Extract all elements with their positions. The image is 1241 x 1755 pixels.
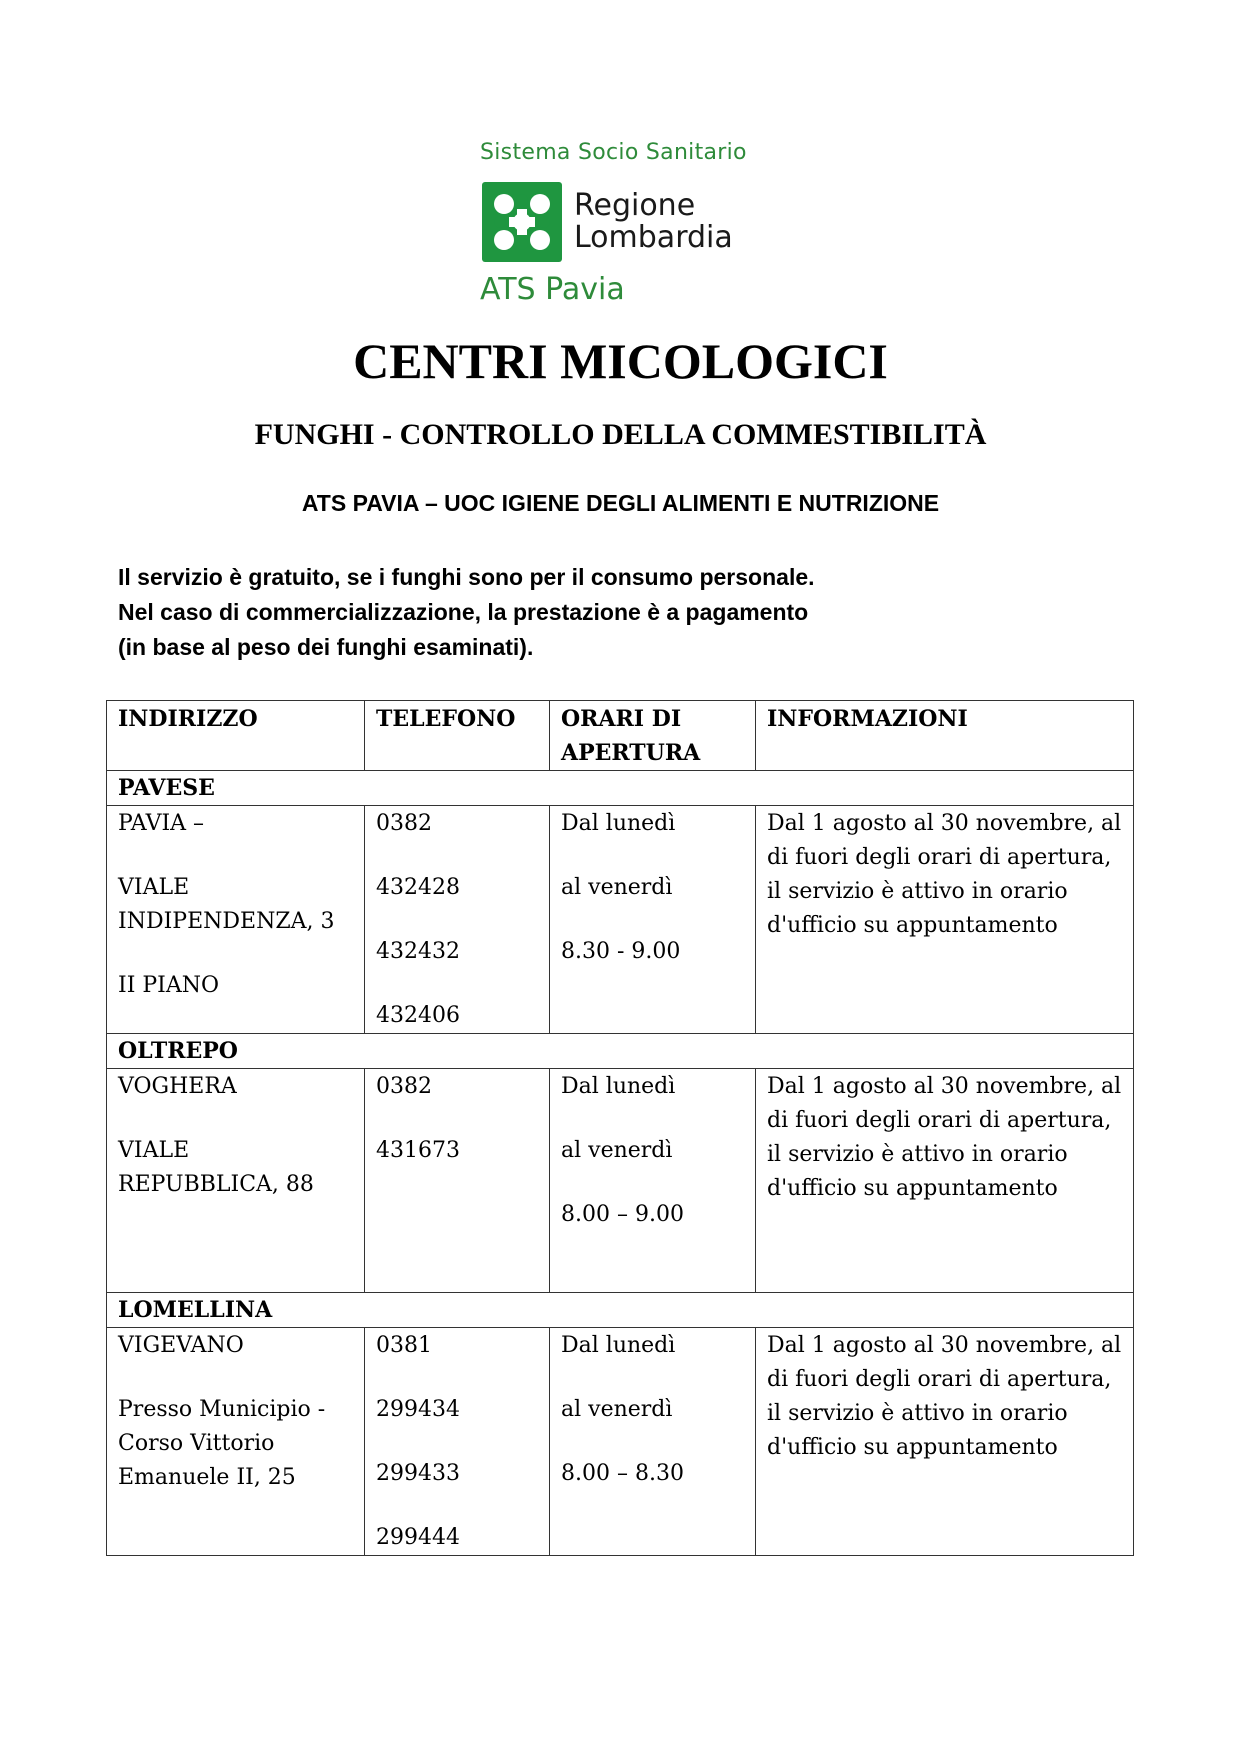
- header-informazioni: INFORMAZIONI: [756, 701, 1134, 771]
- logo-ats-name: ATS Pavia: [480, 272, 625, 307]
- header-indirizzo: INDIRIZZO: [107, 701, 365, 771]
- centers-table: [106, 700, 1134, 1556]
- table-header-row: [107, 701, 1134, 771]
- area-row-lomellina: [107, 1293, 1134, 1328]
- intro-line: (in base al peso dei funghi esaminati).: [118, 634, 534, 660]
- table-row: [107, 1069, 1134, 1293]
- hours-cell: Dal lunedì al venerdì 8.00 – 9.00: [550, 1069, 756, 1293]
- area-name: PAVESE: [107, 771, 1134, 806]
- area-row-pavese: [107, 771, 1134, 806]
- area-name: LOMELLINA: [107, 1293, 1134, 1328]
- logo-top-text: Sistema Socio Sanitario: [480, 140, 747, 165]
- address-cell: VOGHERA VIALE REPUBBLICA, 88: [107, 1069, 365, 1293]
- address-cell: PAVIA – VIALE INDIPENDENZA, 3 II PIANO: [107, 806, 365, 1034]
- intro-line: Il servizio è gratuito, se i funghi sono per il consumo personale.: [118, 564, 815, 590]
- regione-lombardia-logo: [478, 140, 778, 310]
- header-telefono: TELEFONO: [365, 701, 550, 771]
- info-cell: Dal 1 agosto al 30 novembre, al di fuori degli orari di apertura, il servizio è attivo in orario d'ufficio su appuntamento: [756, 806, 1134, 1034]
- page-subtitle: FUNGHI - CONTROLLO DELLA COMMESTIBILITÀ: [254, 418, 987, 451]
- info-cell: Dal 1 agosto al 30 novembre, al di fuori degli orari di apertura, il servizio è attivo in orario d'ufficio su appuntamento: [756, 1069, 1134, 1293]
- header-orari: ORARI DI APERTURA: [550, 701, 756, 771]
- phone-cell: 0382 432428 432432 432406: [365, 806, 550, 1034]
- logo-region-name: Regione Lombardia: [574, 188, 733, 255]
- table-row: [107, 806, 1134, 1034]
- hours-cell: Dal lunedì al venerdì 8.00 – 8.30: [550, 1328, 756, 1556]
- table-row: [107, 1328, 1134, 1556]
- area-name: OLTREPO: [107, 1034, 1134, 1069]
- phone-cell: 0381 299434 299433 299444: [365, 1328, 550, 1556]
- lombardia-rose-icon: [482, 182, 562, 262]
- department-heading: ATS PAVIA – UOC IGIENE DEGLI ALIMENTI E NUTRIZIONE: [301, 490, 940, 516]
- area-row-oltrepo: [107, 1034, 1134, 1069]
- hours-cell: Dal lunedì al venerdì 8.30 - 9.00: [550, 806, 756, 1034]
- page-title: CENTRI MICOLOGICI: [353, 333, 888, 389]
- phone-cell: 0382 431673: [365, 1069, 550, 1293]
- intro-paragraph: [118, 560, 815, 665]
- info-cell: Dal 1 agosto al 30 novembre, al di fuori degli orari di apertura, il servizio è attivo in orario d'ufficio su appuntamento: [756, 1328, 1134, 1556]
- intro-line: Nel caso di commercializzazione, la prestazione è a pagamento: [118, 599, 809, 625]
- address-cell: VIGEVANO Presso Municipio - Corso Vittorio Emanuele II, 25: [107, 1328, 365, 1556]
